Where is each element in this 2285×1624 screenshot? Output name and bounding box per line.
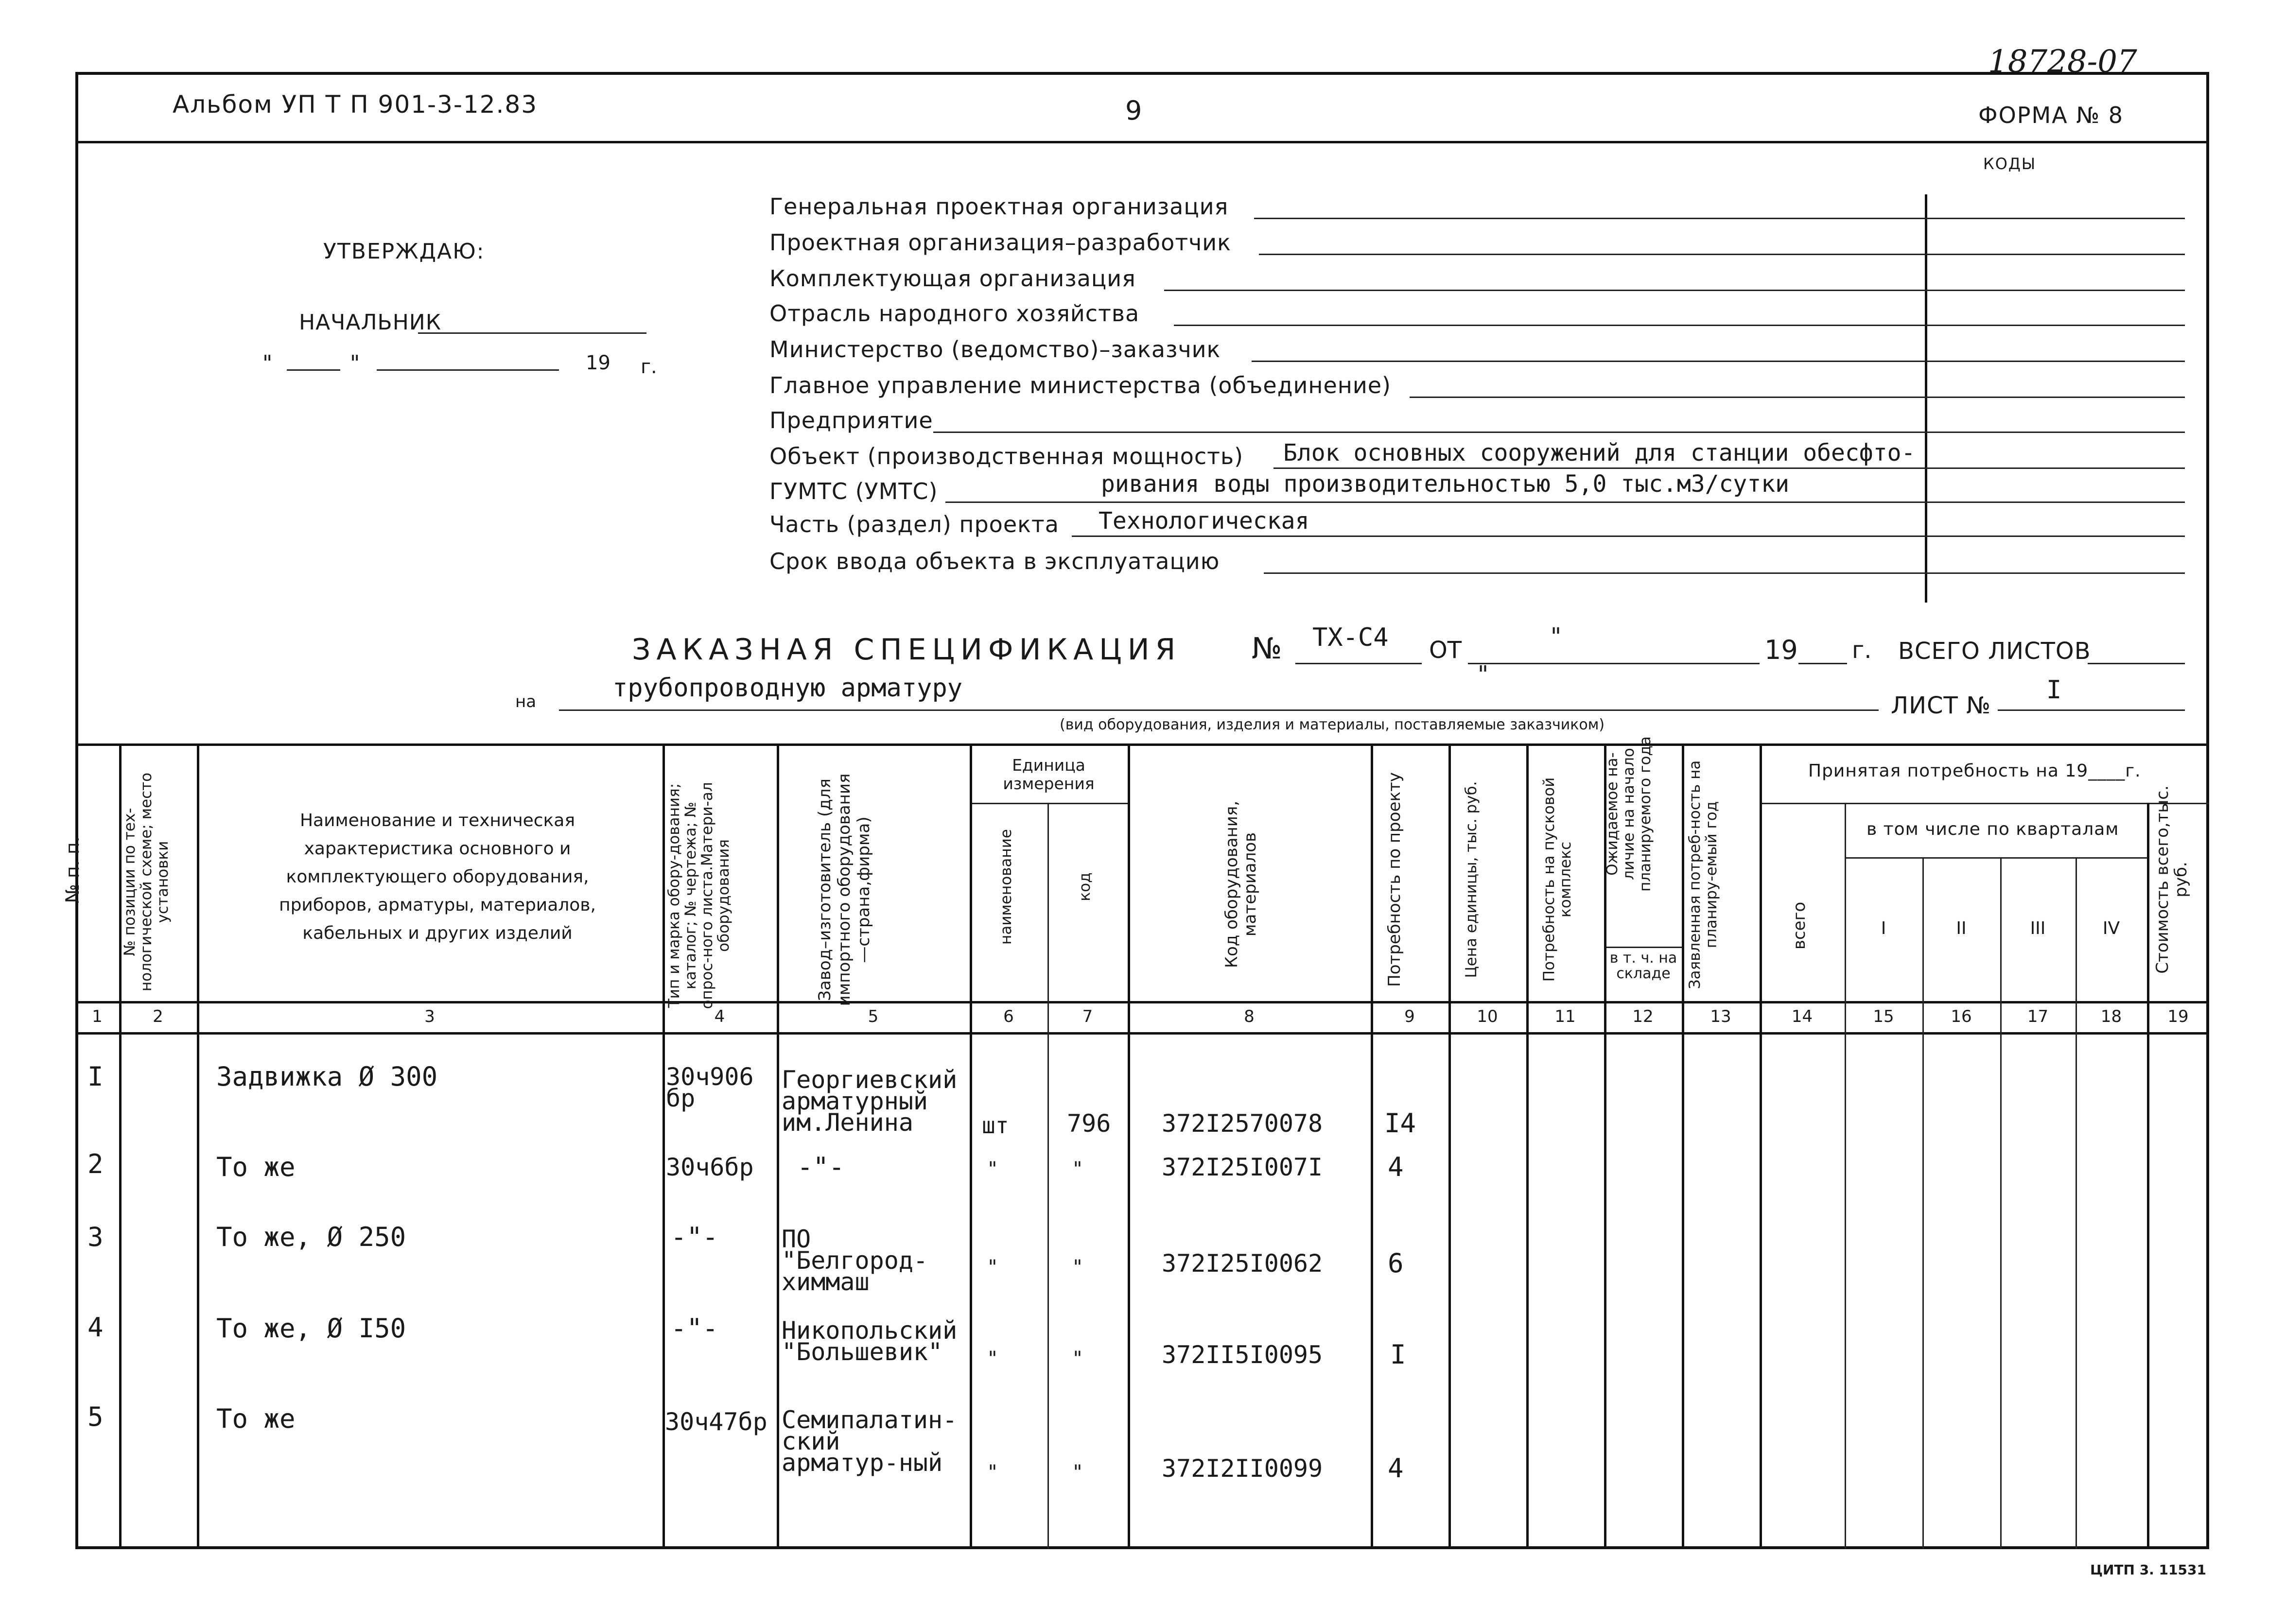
spec-no-label: № bbox=[1252, 632, 1282, 666]
org-label-deadline: Срок ввода объекта в эксплуатацию bbox=[769, 548, 1220, 574]
item-type: 30ч47бр bbox=[665, 1408, 767, 1436]
item-unit: " bbox=[987, 1461, 999, 1484]
row-number: 2 bbox=[87, 1149, 104, 1179]
header-c18: IV bbox=[2102, 918, 2120, 938]
col-num: 5 bbox=[868, 1007, 879, 1026]
org-label-ministry: Министерство (ведомство)–заказчик bbox=[769, 336, 1221, 363]
spec-sheet-value: I bbox=[2046, 675, 2062, 705]
header-c7: код bbox=[1076, 872, 1094, 901]
chief-label: НАЧАЛЬНИК bbox=[299, 310, 441, 335]
header-c8: Код оборудования, материалов bbox=[1222, 800, 1260, 968]
col-num: 18 bbox=[2100, 1007, 2122, 1026]
org-label-supplier: Комплектующая организация bbox=[769, 265, 1136, 292]
header-c5: Завод–изготовитель (для импортного оборудования —страна,фирма) bbox=[815, 773, 873, 1006]
archive-stamp: 18728-07 bbox=[1988, 44, 2137, 80]
item-code: 372II5I0095 bbox=[1162, 1341, 1323, 1369]
header-c12b: в т. ч. на складе bbox=[1609, 950, 1677, 982]
spec-sheet-label: ЛИСТ № bbox=[1891, 692, 1991, 719]
header-c12: Ожидаемое на-личие на начало планируемого года bbox=[1604, 736, 1654, 892]
header-unit-group: Единица измерения bbox=[1003, 756, 1095, 793]
col-num: 3 bbox=[424, 1007, 435, 1026]
spec-year-suffix: г. bbox=[1852, 637, 1872, 664]
item-qty: I4 bbox=[1384, 1108, 1416, 1139]
item-unit-code: " bbox=[1072, 1158, 1084, 1180]
org-label-gumts: ГУМТС (УМТС) bbox=[769, 478, 938, 504]
item-unit: " bbox=[987, 1348, 999, 1370]
org-label-main-dept: Главное управление министерства (объединение) bbox=[769, 372, 1392, 398]
form-label: ФОРМА № 8 bbox=[1978, 102, 2124, 128]
row-number: 3 bbox=[87, 1222, 104, 1252]
item-maker: Георгиевский арматурный им.Ленина bbox=[782, 1066, 958, 1137]
item-name: То же, Ø 250 bbox=[216, 1222, 406, 1252]
header-c4: Тип и марка обору-дования; каталог; № чертежа; № опрос-ного листа.Матери-ал оборудования bbox=[665, 782, 733, 1009]
org-label-project-part: Часть (раздел) проекта bbox=[769, 511, 1059, 537]
col-num: 9 bbox=[1404, 1007, 1415, 1026]
header-c3: Наименование и техническая характеристика основного и комплектующего оборудования, приборов, арматуры, материалов, кабельных и других изделий bbox=[279, 811, 596, 943]
item-name: То же, Ø I50 bbox=[216, 1313, 406, 1344]
item-code: 372I25I007I bbox=[1162, 1153, 1323, 1181]
col-num: 10 bbox=[1477, 1007, 1498, 1026]
col-num: 4 bbox=[714, 1007, 725, 1026]
spec-title: ЗАКАЗНАЯ СПЕЦИФИКАЦИЯ bbox=[632, 633, 1182, 667]
header-c19: Стоимость всего,тыс. руб. bbox=[2153, 785, 2191, 974]
item-unit-code: 796 bbox=[1067, 1109, 1111, 1138]
page-number: 9 bbox=[1125, 95, 1142, 126]
date-year-prefix: 19 bbox=[586, 352, 610, 374]
date-quote-open: " bbox=[262, 351, 273, 376]
org-value-project-part: Технологическая bbox=[1099, 507, 1309, 535]
item-maker: Никопольский "Большевик" bbox=[782, 1316, 958, 1366]
item-unit: шт bbox=[982, 1112, 1009, 1139]
item-maker: -"- bbox=[797, 1152, 845, 1182]
item-unit-code: " bbox=[1072, 1348, 1084, 1370]
footer-code: ЦИТП 3. 11531 bbox=[2090, 1562, 2206, 1578]
item-qty: 4 bbox=[1388, 1453, 1404, 1484]
org-label-general: Генеральная проектная организация bbox=[769, 193, 1229, 220]
spec-subject-caption: (вид оборудования, изделия и материалы, поставляемые заказчиком) bbox=[1060, 716, 1605, 733]
col-num: 7 bbox=[1082, 1007, 1093, 1026]
header-c2: № позиции по тех-нологической схеме; место установки bbox=[121, 772, 172, 992]
spec-from-label: ОТ bbox=[1429, 637, 1462, 664]
header-c9: Потребность по проекту bbox=[1385, 772, 1404, 987]
item-name: Задвижка Ø 300 bbox=[216, 1061, 438, 1092]
item-type: 30ч6бр bbox=[666, 1153, 754, 1181]
col-num: 16 bbox=[1951, 1007, 1972, 1026]
header-c17: III bbox=[2030, 918, 2046, 938]
item-unit: " bbox=[987, 1256, 999, 1278]
header-c13: Заявленная потреб-ность на планиру-емый год bbox=[1686, 760, 1720, 989]
col-num: 8 bbox=[1244, 1007, 1255, 1026]
row-number: 4 bbox=[87, 1312, 104, 1343]
date-quote-close: " bbox=[350, 351, 360, 376]
col-num: 15 bbox=[1873, 1007, 1894, 1026]
item-code: 372I25I0062 bbox=[1162, 1249, 1323, 1278]
header-c1: № п. п. bbox=[62, 836, 83, 903]
header-c6: наименование bbox=[997, 829, 1015, 945]
item-unit-code: " bbox=[1072, 1256, 1084, 1278]
org-value-object: Блок основных сооружений для станции обесфто- bbox=[1283, 439, 1916, 466]
spec-on-label: на bbox=[515, 692, 537, 711]
col-num: 11 bbox=[1554, 1007, 1576, 1026]
item-type: -"- bbox=[671, 1313, 718, 1344]
approve-label: УТВЕРЖДАЮ: bbox=[323, 239, 485, 264]
col-num: 14 bbox=[1791, 1007, 1813, 1026]
header-c16: II bbox=[1956, 918, 1967, 938]
col-num: 6 bbox=[1003, 1007, 1014, 1026]
date-year-suffix: г. bbox=[641, 356, 657, 378]
org-label-industry: Отрасль народного хозяйства bbox=[769, 300, 1140, 327]
header-quarters: в том числе по кварталам bbox=[1866, 819, 2119, 839]
row-number: I bbox=[87, 1061, 104, 1092]
header-c11: Потребность на пусковой комплекс bbox=[1540, 777, 1574, 982]
spec-no-value: ТХ-С4 bbox=[1312, 623, 1389, 652]
item-maker: ПО "Белгород-химмаш bbox=[782, 1225, 928, 1296]
col-num: 19 bbox=[2167, 1007, 2189, 1026]
spec-subject: трубопроводную арматуру bbox=[612, 674, 963, 703]
col-num: 12 bbox=[1632, 1007, 1654, 1026]
header-c15: I bbox=[1881, 918, 1886, 938]
header-accepted: Принятая потребность на 19____г. bbox=[1808, 761, 2141, 781]
spec-year-prefix: 19 bbox=[1764, 635, 1798, 665]
item-name: То же bbox=[216, 1152, 296, 1182]
org-label-developer: Проектная организация–разработчик bbox=[769, 229, 1231, 256]
codes-label: КОДЫ bbox=[1983, 155, 2037, 173]
item-name: То же bbox=[216, 1403, 296, 1434]
org-label-enterprise: Предприятие bbox=[769, 407, 933, 433]
item-qty: I bbox=[1390, 1339, 1406, 1370]
col-num: 1 bbox=[92, 1007, 103, 1026]
org-value-gumts: ривания воды производительностью 5,0 тыс.м3/сутки bbox=[1101, 470, 1790, 498]
col-num: 17 bbox=[2027, 1007, 2049, 1026]
album-ref: Альбом УП Т П 901-3-12.83 bbox=[173, 90, 538, 119]
row-number: 5 bbox=[87, 1401, 104, 1432]
col-num: 13 bbox=[1710, 1007, 1731, 1026]
item-code: 372I2II0099 bbox=[1162, 1454, 1323, 1483]
item-maker: Семипалатин-ский арматур-ный bbox=[782, 1406, 958, 1477]
col-num: 2 bbox=[153, 1007, 163, 1026]
header-c10: Цена единицы, тыс. руб. bbox=[1463, 781, 1480, 978]
item-unit-code: " bbox=[1072, 1461, 1084, 1484]
spec-from-quote-1: " bbox=[1551, 623, 1562, 650]
item-qty: 6 bbox=[1388, 1248, 1404, 1278]
spec-total-sheets-label: ВСЕГО ЛИСТОВ bbox=[1898, 638, 2091, 665]
spec-from-quote-2: " bbox=[1478, 661, 1489, 688]
item-unit: " bbox=[987, 1158, 999, 1180]
item-type: 30ч906 бр bbox=[666, 1063, 754, 1112]
item-code: 372I2570078 bbox=[1162, 1109, 1323, 1138]
org-label-object: Объект (производственная мощность) bbox=[769, 443, 1244, 469]
header-c14: всего bbox=[1790, 901, 1809, 950]
item-qty: 4 bbox=[1388, 1152, 1404, 1182]
item-type: -"- bbox=[671, 1222, 718, 1252]
